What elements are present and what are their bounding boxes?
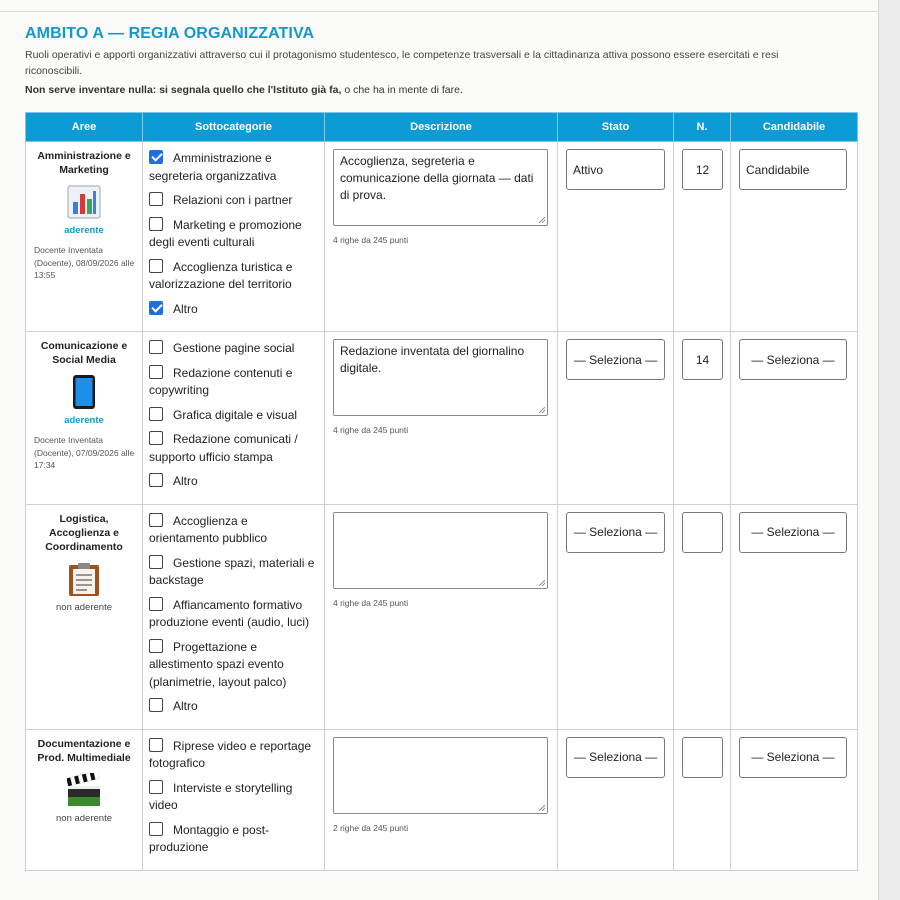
checkbox[interactable] — [149, 555, 163, 569]
candidabile-cell — [731, 332, 858, 505]
subcategory-label: Affiancamento formativo produzione eventi (audio, luci) — [149, 597, 310, 629]
n-input[interactable] — [682, 737, 723, 778]
candidabile-value: — Seleziona — — [751, 352, 835, 367]
n-input[interactable] — [682, 512, 723, 553]
table-row — [26, 504, 858, 729]
stato-cell — [558, 332, 674, 505]
subcategory-item[interactable] — [149, 698, 318, 716]
subcategory-label: Gestione spazi, materiali e backstage — [149, 555, 315, 587]
candidabile-select[interactable] — [739, 737, 847, 778]
area-block — [26, 332, 142, 472]
stato-value: Attivo — [573, 162, 604, 177]
n-input[interactable] — [682, 339, 723, 380]
area-block — [26, 730, 142, 824]
description-textarea[interactable]: Redazione inventata del giornalino digitale. — [333, 339, 548, 416]
area-status-label: aderente — [64, 225, 104, 236]
description-hint: 4 righe da 245 punti — [333, 425, 409, 435]
subcategory-list — [143, 142, 324, 331]
candidabile-select[interactable] — [739, 339, 847, 380]
area-status-label: aderente — [64, 415, 104, 426]
n-cell — [674, 729, 731, 870]
candidabile-cell — [731, 729, 858, 870]
note-rest: o che ha in mente di fare. — [341, 84, 463, 96]
area-status-label: non aderente — [56, 812, 112, 824]
area-cell — [26, 504, 143, 729]
description-hint: 2 righe da 245 punti — [333, 822, 409, 833]
stato-value: — Seleziona — — [573, 352, 658, 367]
candidabile-value: — Seleziona — — [751, 525, 835, 539]
subcategory-label: Progettazione e allestimento spazi evento (planimetrie, layout palco) — [149, 639, 287, 689]
checkbox[interactable] — [149, 192, 163, 206]
subcategory-item[interactable] — [149, 738, 318, 773]
candidabile-value: — Seleziona — — [751, 750, 835, 764]
area-block — [26, 505, 142, 613]
col-header-descrizione: Descrizione — [325, 113, 558, 142]
area-meta: Docente Inventata (Docente), 07/09/2026 alle 17:34 — [34, 435, 135, 470]
section-note — [25, 84, 463, 96]
subcategory-label: Montaggio e post-produzione — [149, 822, 270, 854]
col-header-sottocategorie: Sottocategorie — [143, 113, 325, 142]
area-cell — [26, 729, 143, 870]
subcategory-item[interactable] — [149, 597, 318, 632]
col-header-n: N. — [674, 113, 731, 142]
subcategory-label: Altro — [173, 699, 198, 713]
areas-table — [25, 112, 858, 871]
col-header-aree: Aree — [26, 113, 143, 142]
subcategory-item[interactable] — [149, 431, 318, 466]
subcategory-item[interactable] — [149, 217, 318, 252]
subcategory-label: Redazione contenuti e copywriting — [149, 365, 293, 397]
stato-cell — [558, 142, 674, 332]
area-cell — [26, 332, 143, 505]
col-header-candidabile: Candidabile — [731, 113, 858, 142]
clipboard-icon — [67, 562, 101, 596]
description-textarea[interactable] — [333, 737, 548, 814]
candidabile-cell — [731, 504, 858, 729]
checkbox[interactable] — [149, 340, 163, 354]
stato-select[interactable] — [566, 149, 665, 190]
stato-select[interactable] — [566, 339, 665, 380]
candidabile-cell — [731, 142, 858, 332]
n-cell — [674, 142, 731, 332]
description-hint: 4 righe da 245 punti — [333, 235, 409, 245]
checkbox[interactable] — [149, 513, 163, 527]
divider — [0, 11, 878, 12]
subcategory-item[interactable] — [149, 473, 318, 491]
subcategories-cell — [143, 504, 325, 729]
clapperboard-icon — [67, 773, 101, 807]
area-name: Amministrazione e Marketing — [37, 150, 131, 176]
subcategory-item[interactable] — [149, 192, 318, 210]
col-header-stato: Stato — [558, 113, 674, 142]
n-value: 12 — [695, 162, 710, 177]
table-header-row — [26, 113, 858, 142]
checkbox-checked[interactable] — [149, 150, 163, 164]
candidabile-select[interactable] — [739, 149, 847, 190]
description-block — [325, 730, 557, 833]
checkbox[interactable] — [149, 431, 163, 445]
table-row — [26, 729, 858, 870]
stato-select[interactable] — [566, 737, 665, 778]
section-title: AMBITO A — REGIA ORGANIZZATIVA — [25, 25, 315, 42]
table-row — [26, 142, 858, 332]
subcategory-label: Altro — [173, 301, 198, 316]
bar-chart-icon — [67, 185, 101, 219]
subcategory-label: Marketing e promozione degli eventi culturali — [149, 217, 302, 249]
subcategory-label: Relazioni con i partner — [173, 193, 293, 207]
stato-value: — Seleziona — — [573, 525, 658, 539]
subcategory-label: Grafica digitale e visual — [173, 407, 298, 422]
checkbox[interactable] — [149, 738, 163, 752]
checkbox[interactable] — [149, 217, 163, 231]
checkbox[interactable] — [149, 473, 163, 487]
subcategory-list — [143, 332, 324, 504]
subcategory-item[interactable] — [149, 822, 318, 857]
subcategory-item[interactable] — [149, 513, 318, 548]
candidabile-value: Candidabile — [746, 162, 810, 177]
stato-cell — [558, 504, 674, 729]
area-name: Logistica, Accoglienza e Coordinamento — [45, 512, 123, 553]
checkbox[interactable] — [149, 698, 163, 712]
area-cell — [26, 142, 143, 332]
subcategory-item[interactable] — [149, 259, 318, 294]
n-value: 14 — [695, 352, 710, 367]
table-row — [26, 332, 858, 505]
description-textarea[interactable] — [333, 512, 548, 589]
description-block — [325, 332, 557, 435]
area-status-label: non aderente — [56, 601, 112, 613]
subcategories-cell — [143, 729, 325, 870]
subcategory-label: Riprese video e reportage fotografico — [149, 738, 312, 770]
area-name: Comunicazione e Social Media — [40, 340, 128, 366]
subcategory-item[interactable] — [149, 301, 318, 319]
subcategory-list — [143, 505, 324, 729]
subcategory-label: Interviste e storytelling video — [149, 780, 293, 812]
checkbox-checked[interactable] — [149, 301, 163, 315]
subcategory-item[interactable] — [149, 340, 318, 358]
description-textarea[interactable]: Accoglienza, segreteria e comunicazione della giornata — dati di prova. — [333, 149, 548, 226]
subcategory-label: Altro — [173, 474, 198, 488]
description-cell — [325, 142, 558, 332]
checkbox[interactable] — [149, 259, 163, 273]
stato-value: — Seleziona — — [573, 750, 658, 764]
subcategories-cell — [143, 332, 325, 505]
subcategories-cell — [143, 142, 325, 332]
checkbox[interactable] — [149, 597, 163, 611]
description-block — [325, 142, 557, 245]
subcategory-label: Gestione pagine social — [173, 341, 295, 355]
description-cell — [325, 332, 558, 505]
checkbox[interactable] — [149, 822, 163, 836]
subcategory-item[interactable] — [149, 555, 318, 590]
subcategory-item[interactable] — [149, 639, 318, 692]
description-cell — [325, 504, 558, 729]
checkbox[interactable] — [149, 407, 163, 421]
area-name: Documentazione e Prod. Multimediale — [37, 737, 131, 764]
area-meta: Docente Inventata (Docente), 08/09/2026 alle 13:55 — [34, 245, 135, 280]
checkbox[interactable] — [149, 365, 163, 379]
subcategory-list — [143, 730, 324, 870]
description-cell — [325, 729, 558, 870]
subcategory-item[interactable] — [149, 365, 318, 400]
n-cell — [674, 504, 731, 729]
subcategory-label: Redazione comunicati / supporto ufficio stampa — [149, 432, 298, 464]
note-bold: Non serve inventare nulla: si segnala quello che l'Istituto già fa, — [25, 84, 342, 96]
checkbox[interactable] — [149, 780, 163, 794]
n-cell — [674, 332, 731, 505]
area-block — [26, 142, 142, 282]
subcategory-label: Accoglienza turistica e valorizzazione del territorio — [149, 259, 293, 291]
smartphone-icon — [67, 375, 101, 409]
subcategory-item[interactable] — [149, 780, 318, 815]
stato-select[interactable] — [566, 512, 665, 553]
subcategory-item[interactable] — [149, 407, 318, 425]
description-block — [325, 505, 557, 608]
subcategory-label: Amministrazione e segreteria organizzativa — [149, 151, 277, 183]
subcategory-item[interactable] — [149, 150, 318, 185]
candidabile-select[interactable] — [739, 512, 847, 553]
section-intro: Ruoli operativi e apporti organizzativi attraverso cui il protagonismo studentesco, le competenze trasversali e la cittadinanza attiva possono essere esercitati e resi riconoscibili. — [25, 49, 779, 77]
checkbox[interactable] — [149, 639, 163, 653]
n-input[interactable] — [682, 149, 723, 190]
subcategory-label: Accoglienza e orientamento pubblico — [149, 513, 268, 545]
description-hint: 4 righe da 245 punti — [333, 597, 409, 608]
stato-cell — [558, 729, 674, 870]
